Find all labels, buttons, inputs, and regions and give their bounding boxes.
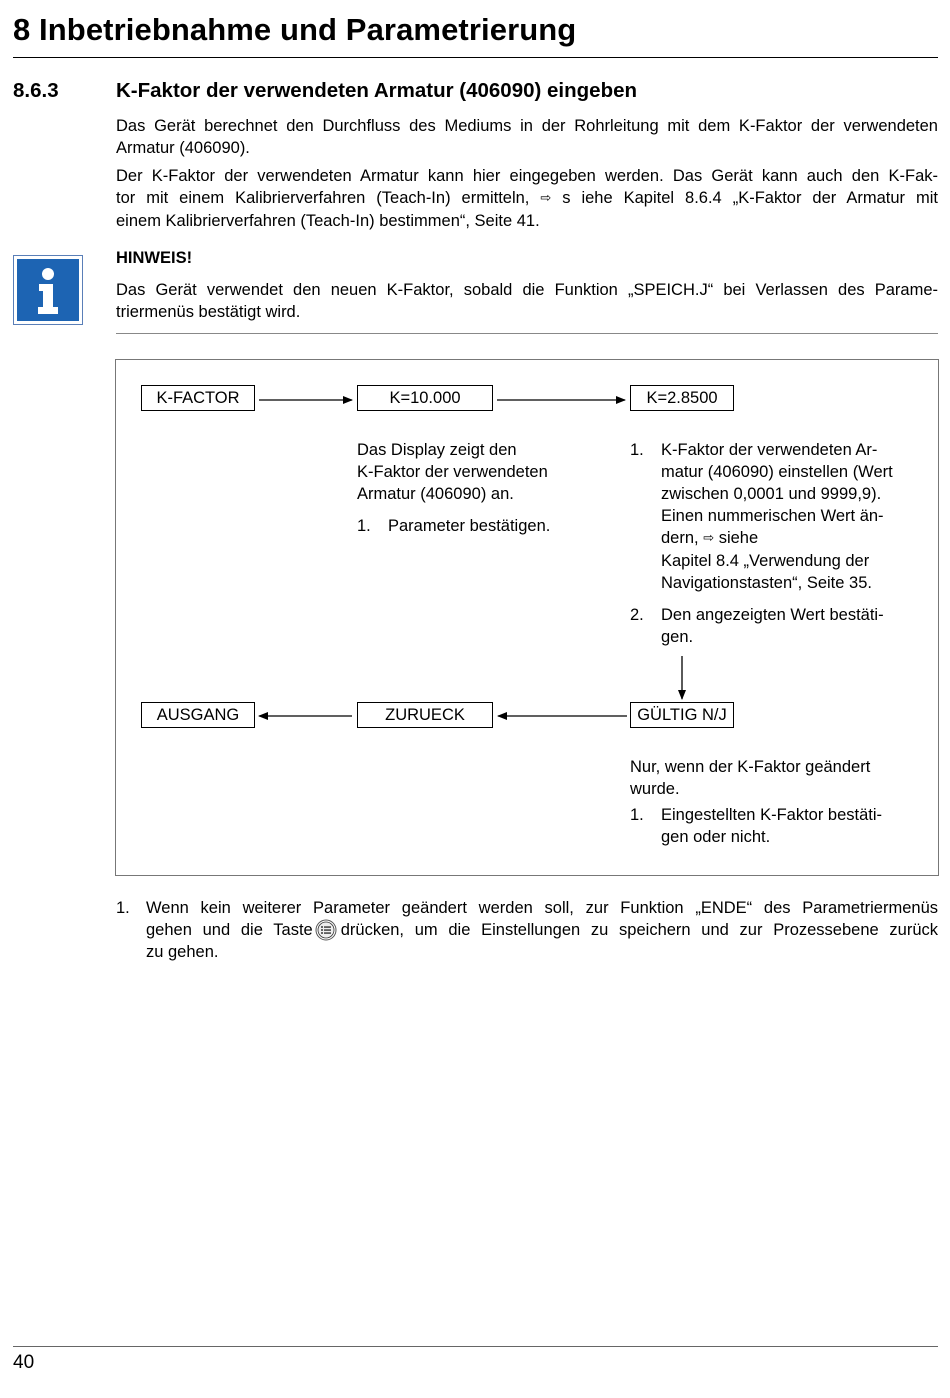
knew-instructions xyxy=(630,439,920,648)
kfactor-box: K-FACTOR xyxy=(141,385,255,411)
intro-paragraph-1: Das Gerät berechnet den Durchfluss des Mediums in der Rohrleitung mit dem K-Faktor der verwendeten Armatur (406090). xyxy=(116,117,938,157)
cross-reference-arrow-icon: ⇨ xyxy=(540,190,552,205)
final-step: 1. Wenn kein weiterer Parameter geändert werden soll, zur Funktion „ENDE“ des Parametriermenüs gehen und die Taste drücken, um die Einstellungen zu speichern und zur Prozessebene zurück zu gehen. xyxy=(116,899,939,961)
kvalue-description: Das Display zeigt den K-Faktor der verwendeten Armatur (406090) an. 1. Parameter bestätigen. xyxy=(357,439,607,537)
cross-reference-arrow-icon: ⇨ xyxy=(703,530,715,545)
notice-heading: HINWEIS! xyxy=(116,249,193,267)
list-item: 1. Eingestellten K-Faktor bestäti- gen oder nicht. xyxy=(630,806,883,846)
notice-text: Das Gerät verwendet den neuen K-Faktor, sobald die Funktion „SPEICH.J“ bei Verlassen des Parame- triermenüs bestätigt wird. xyxy=(116,281,938,321)
knew-box: K=2.8500 xyxy=(630,385,734,411)
section-title: K-Faktor der verwendeten Armatur (406090) eingeben xyxy=(116,79,638,102)
chapter-link[interactable]: s iehe Kapitel 8.6.4 „K-Faktor der Armatur mit xyxy=(562,189,938,207)
gueltig-box: GÜLTIG N/J xyxy=(630,702,734,728)
page-number: 40 xyxy=(13,1352,35,1373)
list-item: 1. Parameter bestätigen. xyxy=(357,517,551,535)
section-number: 8.6.3 xyxy=(13,79,59,102)
menu-key-icon xyxy=(315,919,337,941)
zurueck-box: ZURUECK xyxy=(357,702,493,728)
footer-rule xyxy=(13,1346,938,1347)
list-item: 1. K-Faktor der verwendeten Ar- matur (406090) einstellen (Wert zwischen 0,0001 und 9999,9). Einen nummerischen Wert än- dern, ⇨ siehe Kapitel 8.4 „Verwendung der Navigationstasten“, Seite 35. xyxy=(630,441,893,592)
intro-paragraph-2: Der K-Faktor der verwendeten Armatur kann hier eingegeben werden. Das Gerät kann auch den K-Fak- tor mit einem Kalibrierverfahren (Teach-In) ermitteln, ⇨ s iehe Kapitel 8.6.4 „K-Faktor der Armatur mit einem Kalibrierverfahren (Teach-In) bestimmen“, Seite 41. xyxy=(116,167,938,230)
chapter-title: 8 Inbetriebnahme und Parametrierung xyxy=(13,12,577,47)
navigation-chapter-link[interactable]: siehe xyxy=(718,529,759,547)
gueltig-description: Nur, wenn der K-Faktor geändert wurde. 1. Eingestellten K-Faktor bestäti- gen oder nicht. xyxy=(630,756,920,848)
kvalue-box: K=10.000 xyxy=(357,385,493,411)
list-item: 2. Den angezeigten Wert bestäti- gen. xyxy=(630,606,884,646)
ausgang-box: AUSGANG xyxy=(141,702,255,728)
